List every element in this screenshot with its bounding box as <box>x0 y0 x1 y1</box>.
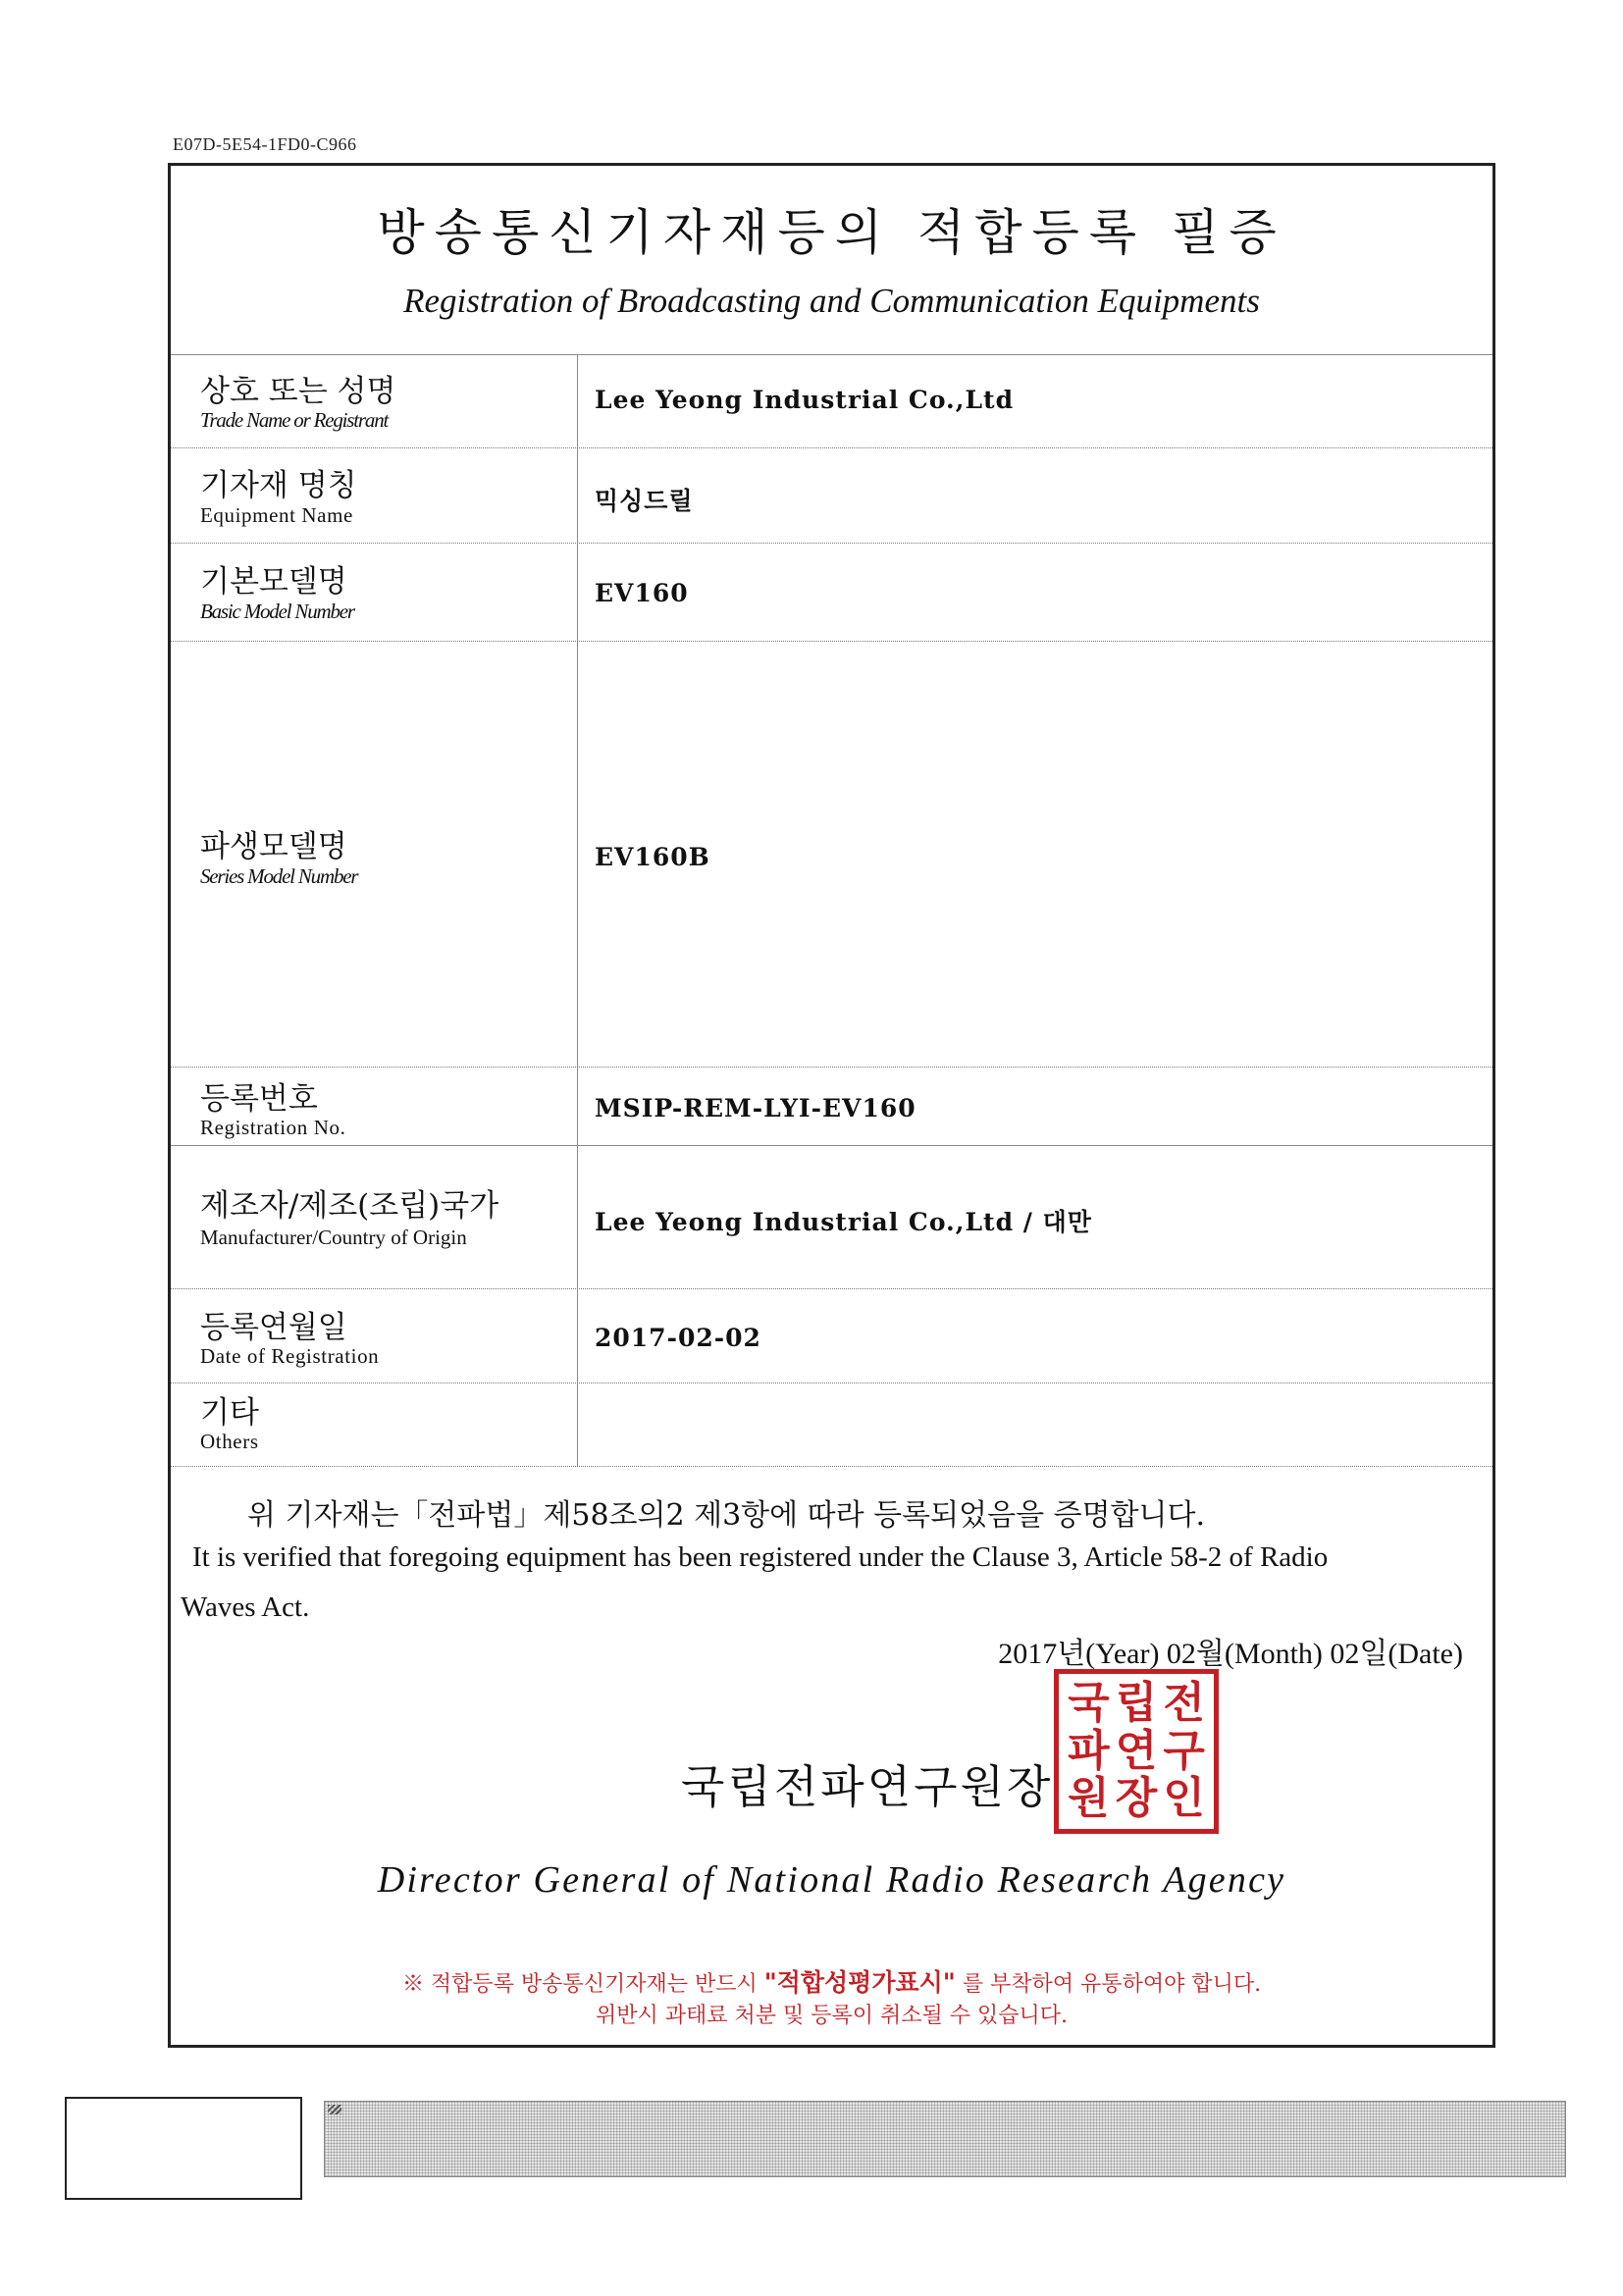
certification-statement-ko: 위 기자재는「전파법」제58조의2 제3항에 따라 등록되었음을 증명합니다. <box>247 1498 1206 1533</box>
value-registration-date: 2017-02-02 <box>595 1324 761 1352</box>
value-equipment-name: 믹싱드릴 <box>595 487 694 515</box>
label-manufacturer-en: Manufacturer/Country of Origin <box>200 1226 467 1249</box>
label-registration-no-ko: 등록번호 <box>200 1081 318 1117</box>
table-column-divider <box>577 354 578 1466</box>
row-divider <box>171 1288 1492 1289</box>
official-seal-stamp: 국 립 전 파 연 구 원 장 인 <box>1054 1669 1219 1834</box>
label-registration-date-en: Date of Registration <box>200 1344 380 1368</box>
value-registration-no: MSIP-REM-LYI-EV160 <box>595 1094 916 1122</box>
row-divider <box>171 641 1492 642</box>
notice-prefix: ※ 적합등록 방송통신기자재는 반드시 <box>401 1972 758 1997</box>
notice-suffix: 를 부착하여 유통하여야 합니다. <box>962 1972 1262 1997</box>
label-others-en: Others <box>200 1430 259 1453</box>
issue-date: 2017년(Year) 02월(Month) 02일(Date) <box>998 1638 1463 1670</box>
value-series-model: EV160B <box>595 843 710 871</box>
row-divider <box>171 1145 1492 1146</box>
certification-en-line1: It is verified that foregoing equipment has been registered under the Clause 3, Article 58-2 of Radio <box>192 1541 1329 1573</box>
notice-emphasis: "적합성평가표시" <box>763 1968 956 1997</box>
certification-en-line2: Waves Act. <box>181 1592 310 1623</box>
row-divider <box>171 1067 1492 1068</box>
notice-line-2: 위반시 과태료 처분 및 등록이 취소될 수 있습니다. <box>596 2004 1068 2028</box>
label-basic-model-en: Basic Model Number <box>200 600 354 623</box>
label-equipment-name-ko: 기자재 명칭 <box>200 468 357 503</box>
document-id: E07D-5E54-1FD0-C966 <box>173 134 357 154</box>
certificate-frame <box>168 163 1495 2048</box>
barcode-strip <box>324 2101 1566 2177</box>
value-manufacturer: Lee Yeong Industrial Co.,Ltd / 대만 <box>595 1208 1092 1236</box>
stamp-box <box>65 2097 302 2200</box>
label-series-model-ko: 파생모델명 <box>200 829 347 864</box>
title-english: Registration of Broadcasting and Communication Equipments <box>403 282 1260 320</box>
table-bottom-rule <box>171 1466 1492 1467</box>
notice-line-1 <box>171 1963 1492 1999</box>
label-equipment-name-en: Equipment Name <box>200 503 353 527</box>
table-top-rule <box>171 354 1492 355</box>
issuer-korean: 국립전파연구원장 <box>681 1760 1054 1813</box>
label-registration-no-en: Registration No. <box>200 1116 346 1139</box>
title-korean: 방송통신기자재등의 적합등록 필증 <box>377 204 1286 261</box>
label-others-ko: 기타 <box>200 1395 259 1431</box>
issuer-english: Director General of National Radio Research Agency <box>377 1859 1286 1901</box>
label-basic-model-ko: 기본모델명 <box>200 564 347 600</box>
label-series-model-en: Series Model Number <box>200 864 358 888</box>
certification-statement-en <box>181 1533 1481 1633</box>
label-trade-name-en: Trade Name or Registrant <box>200 408 389 432</box>
value-trade-name: Lee Yeong Industrial Co.,Ltd <box>595 386 1015 414</box>
label-registration-date-ko: 등록연월일 <box>200 1310 347 1345</box>
label-trade-name-ko: 상호 또는 성명 <box>200 374 396 409</box>
label-manufacturer-ko: 제조자/제조(조립)국가 <box>200 1188 499 1224</box>
value-basic-model: EV160 <box>595 579 689 607</box>
row-divider <box>171 447 1492 448</box>
corner-hatch-icon <box>328 2105 341 2114</box>
row-divider <box>171 543 1492 544</box>
